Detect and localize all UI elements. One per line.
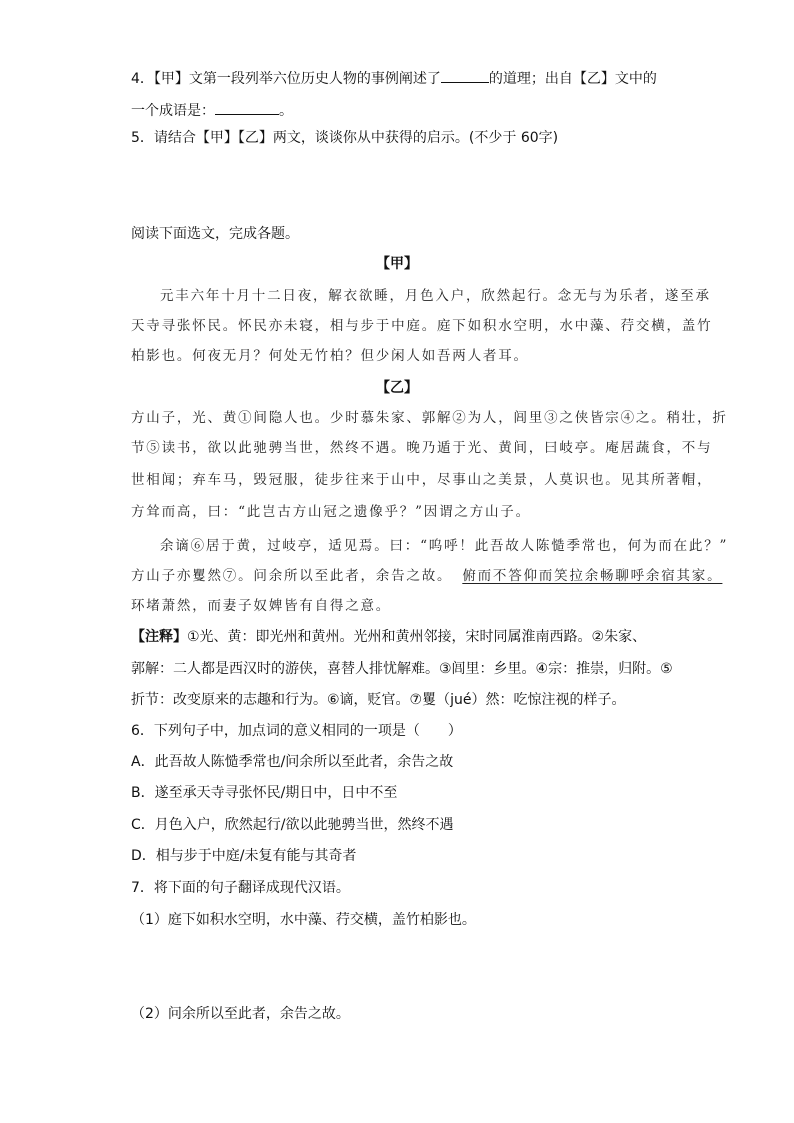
passage-jia-line: 天寺寻张怀民。怀民亦未寝，相与步于中庭。庭下如积水空明，水中藻、荇交横，盖竹	[131, 318, 713, 334]
notes-line	[131, 627, 646, 647]
question-4-text-b: 的道理；出自【乙】文中的	[488, 71, 657, 87]
notes-text: ①光、黄：即光州和黄州。光州和黄州邻接，宋时同属淮南西路。②朱家、	[187, 629, 647, 645]
question-6-stem: 6．下列句子中，加点词的意义相同的一项是（ ）	[131, 723, 462, 739]
passage-yi-line: 世相闻；弃车马，毁冠服，徒步往来于山中，尽事山之美景，人莫识也。见其所著帽，	[131, 472, 713, 488]
passage-yi-line: 方耸而高，曰：“此岂古方山冠之遗像乎？”因谓之方山子。	[131, 504, 531, 520]
question-4-text-c: 一个成语是：	[131, 103, 215, 119]
section-intro: 阅读下面选文，完成各题。	[131, 226, 299, 242]
question-7-sub-2: （2）问余所以至此者，余告之故。	[131, 1006, 350, 1022]
option-a[interactable]: A．此吾故人陈慥季常也/问余所以至此者，余告之故	[131, 754, 454, 770]
passage-yi-line: 节⑤读书，欲以此驰骋当世，然终不遇。晚乃遁于光、黄间，曰岐亭。庵居蔬食，不与	[131, 440, 713, 456]
notes-line: 郭解：二人都是西汉时的游侠，喜替人排忧解难。③闾里：乡里。④宗：推崇，归附。⑤	[131, 661, 673, 677]
notes-line: 折节：改变原来的志趣和行为。⑥谪，贬官。⑦矍（jué）然：吃惊注视的样子。	[131, 692, 626, 708]
question-4-text-d: 。	[279, 103, 293, 119]
passage-yi-line: 方山子，光、黄①间隐人也。少时慕朱家、郭解②为人，闾里③之侠皆宗④之。稍壮，折	[131, 410, 728, 426]
passage-yi-line: 环堵萧然，而妻子奴婢皆有自得之意。	[131, 598, 392, 614]
notes-label: 【注释】	[131, 629, 187, 645]
passage-yi-line	[131, 566, 722, 586]
option-c[interactable]: C．月色入户，欣然起行/欲以此驰骋当世，然终不遇	[131, 817, 454, 833]
passage-yi-text: 方山子亦矍然⑦。问余所以至此者，余告之故。	[131, 568, 453, 584]
option-d[interactable]: D．相与步于中庭/未复有能与其奇者	[131, 848, 357, 864]
answer-blank-1[interactable]	[441, 67, 489, 83]
passage-yi-line: 余谪⑥居于黄，过岐亭，适见焉。曰：“呜呼！此吾故人陈慥季常也，何为而在此？”	[160, 538, 729, 554]
question-4-line-1	[131, 67, 657, 89]
question-4-text-a: 4．【甲】文第一段列举六位历史人物的事例阐述了	[131, 71, 441, 87]
answer-blank-2[interactable]	[215, 99, 279, 115]
option-b[interactable]: B．遂至承天寺寻张怀民/期日中，日中不至	[131, 785, 398, 801]
question-5: 5．请结合【甲】【乙】两文，谈谈你从中获得的启示。(不少于 60字)	[131, 130, 559, 146]
passage-jia-line: 元丰六年十月十二日夜，解衣欲睡，月色入户，欣然起行。念无与为乐者，遂至承	[160, 288, 711, 304]
question-7-sub-1: （1）庭下如积水空明，水中藻、荇交横，盖竹柏影也。	[131, 912, 476, 928]
passage-jia-title: 【甲】	[376, 256, 418, 272]
underlined-sentence: 俯而不答仰而笑拉余畅聊呼余宿其家。	[462, 568, 723, 584]
passage-jia-line: 柏影也。何夜无月？何处无竹柏？但少闲人如吾两人者耳。	[131, 348, 529, 364]
question-4-line-2	[131, 99, 293, 121]
question-7-stem: 7．将下面的句子翻译成现代汉语。	[131, 880, 350, 896]
passage-yi-title: 【乙】	[376, 380, 418, 396]
